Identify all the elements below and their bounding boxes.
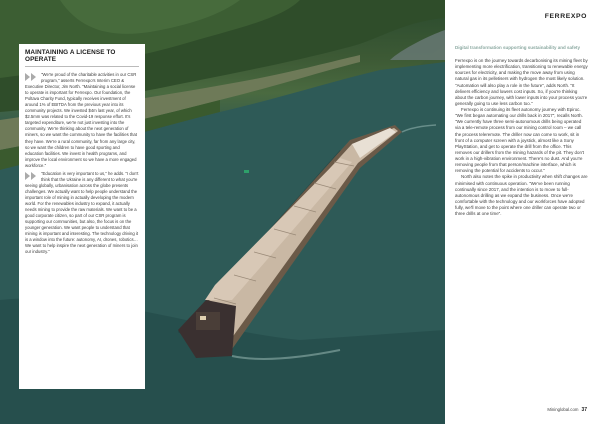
footer-site: Mininglobal.com bbox=[547, 407, 579, 412]
quote-icon bbox=[25, 172, 38, 181]
box-title: MAINTAINING A LICENSE TO OPERATE bbox=[25, 49, 139, 67]
box-paragraph-2 bbox=[25, 171, 139, 256]
article-paragraph: North also notes the spike in productivity when shift changes are minimised with continuous operation. "We've been running continually since 2017, and the intention is to move to full-autonomous drilling as we expand the business. Once we're comfortable with the technology and our workforces have adopted fully, we'll move to the point where one driller can operate two or three drills at one time". bbox=[455, 174, 588, 217]
article-paragraph: Ferrexpo is on the journey towards decarbonising its mining fleet by implementing more electrification, transitioning to renewable energy sources for electricity, and making the move away from using natural gas in its pelletisers with hydrogen the most likely solution. "Automation will also play a role in the future", adds North. "It delivers efficiency and lowers cost inputs. So, if you're thinking about the carbon journey, with lower inputs into your process you're generally going to use less carbon too." bbox=[455, 58, 588, 106]
quote-icon bbox=[25, 73, 38, 82]
csr-sidebar-box bbox=[19, 44, 145, 389]
section-subheading: Digital transformation supporting sustainability and safety bbox=[455, 45, 581, 50]
article-paragraph: Ferrexpo is continuing its fleet autonomy journey with Epiroc. "We first began automating our drills back in 2017", recalls North. "We currently have three semi-autonomous drills being operated via a tele-remote process from our mining control room – we call the process teleremote. The driller now can come to work, sit in front of a computer screen with a joystick, almost like a Sony PlayStation, and get to operate the drill from the office. This removes our drillers from the mining hazards of the pit. They don't work in a high-vibration environment. There's no dust. And you're removing people from that person/machine interface, which is removing the potential for accidents to occur." bbox=[455, 107, 585, 174]
page-number: 37 bbox=[581, 407, 587, 413]
box-paragraph-2-text: "Education is very important to us," he adds. "I don't think that the Ukraine is any different to what you're seeing globally, urbanisation across the globe presents challenges. We actually want to help people understand the important role of mining in actually developing the modern world. For the renewables industry to expand, it actually needs mining to provide the raw materials. We want to be a good corporate citizen, so part of our CSR program is supporting our communities, but also, the focus is on the younger generation. We want people to understand that mining is important and interesting. The technology driving it is a window into the future: autonomy, AI, drones, robotics… We want to help inspire the next generation of miners to join our industry." bbox=[25, 170, 139, 255]
box-paragraph-1-text: "We're proud of the charitable activities in our CSR program," asserts Ferrexpo's Interim CEO & Executive Director, Jim North. "Maintaining a social license to operate is important for Ferrexpo. Our foundation, the Poltava Charity Fund, typically receives investment of around 1% of EBITDA from the previous year into its community projects. We invested $4m last year, of which $2.5mm was related to the Covid-19 response effort. It's targeted expenditure, we're not just investing into the community. We're thinking about the next generation of miners, so we want the community to have the facilities that they have. We're a rural community, far from any large city, so we want the children to have good sporting and education facilities. We invest in health programs, and improve the local environment so we have a more engaged workforce." bbox=[25, 72, 137, 168]
box-paragraph-1 bbox=[25, 72, 139, 169]
article-body bbox=[455, 58, 588, 217]
brand-logo: FERREXPO bbox=[544, 13, 587, 20]
page-footer bbox=[547, 407, 587, 413]
